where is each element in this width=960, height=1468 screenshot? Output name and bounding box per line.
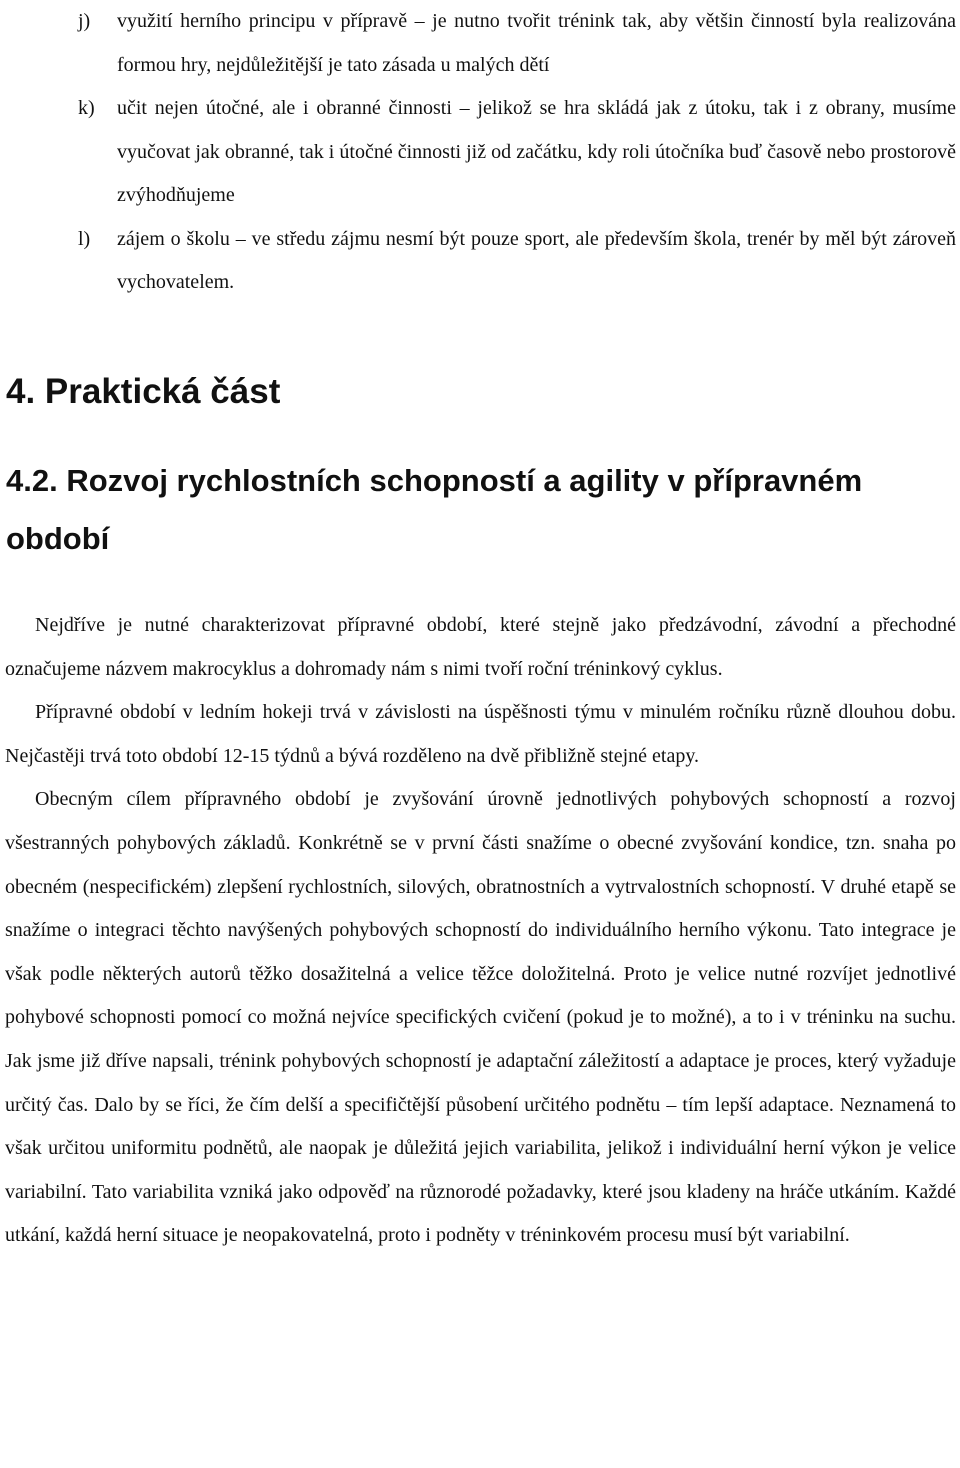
- body-text: [5, 604, 956, 1258]
- list-marker: k): [78, 97, 95, 119]
- list-item-j: [0, 0, 960, 87]
- list-marker: j): [78, 10, 91, 32]
- list-item-text: zájem o školu – ve středu zájmu nesmí být pouze sport, ale především škola, trenér by měl být zároveň vychovatelem.: [117, 227, 956, 293]
- principles-list: [0, 0, 960, 305]
- paragraph: Přípravné období v ledním hokeji trvá v závislosti na úspěšnosti týmu v minulém ročníku různě dlouhou dobu. Nejčastěji trvá toto období 12-15 týdnů a bývá rozděleno na dvě přibližně stejné etapy.: [5, 701, 956, 767]
- list-marker: l): [78, 227, 91, 250]
- section-heading: 4.2. Rozvoj rychlostních schopností a agility v přípravném období: [6, 463, 863, 556]
- paragraph: Obecným cílem přípravného období je zvyšování úrovně jednotlivých pohybových schopností a rozvoj všestranných pohybových základů. Konkrétně se v první části snažíme o obecné zvyšování kondice, tzn. snaha po obecném (nespecifickém) zlepšení rychlostních, silových, obratnostních a vytrvalostních schopností. V druhé etapě se snažíme o integraci těchto navýšených pohybových schopností do individuálního herního výkonu. Tato integrace je však podle některých autorů těžko dosažitelná a velice těžce doložitelná. Proto je velice nutné rozvíjet jednotlivé pohybové schopnosti pomocí co možná nejvíce specifických cvičení (pokud je to možné), a to i v tréninku na suchu. Jak jsme již dříve napsali, trénink pohybových schopností je adaptační záležitostí a adaptace je proces, který vyžaduje určitý čas. Dalo by se říci, že čím delší a specifičtější působení určitého podnětu – tím lepší adaptace. Neznamená to však určitou uniformitu podnětů, ale naopak je důležitá jejich variabilita, jelikož i individuální herní výkon je velice variabilní. Tato variabilita vzniká jako odpověď na různorodé požadavky, které jsou kladeny na hráče utkáním. Každé utkání, každá herní situace je neopakovatelná, proto i podněty v tréninkovém procesu musí být variabilní.: [5, 788, 956, 1247]
- paragraph: Nejdříve je nutné charakterizovat přípravné období, které stejně jako předzávodní, závodní a přechodné označujeme názvem makrocyklus a dohromady nám s nimi tvoří roční tréninkový cyklus.: [5, 614, 956, 680]
- chapter-heading: 4. Praktická část: [6, 372, 281, 411]
- list-item-k: [0, 87, 960, 218]
- list-item-text: využití herního principu v přípravě – je nutno tvořit trénink tak, aby většin činností byla realizována formou hry, nejdůležitější je tato zásada u malých dětí: [117, 10, 956, 76]
- list-item-l: [0, 218, 960, 305]
- list-item-text: učit nejen útočné, ale i obranné činnosti – jelikož se hra skládá jak z útoku, tak i z obrany, musíme vyučovat jak obranné, tak i útočné činnosti již od začátku, kdy roli útočníka buď časově nebo prostorově zvýhodňujeme: [117, 97, 956, 206]
